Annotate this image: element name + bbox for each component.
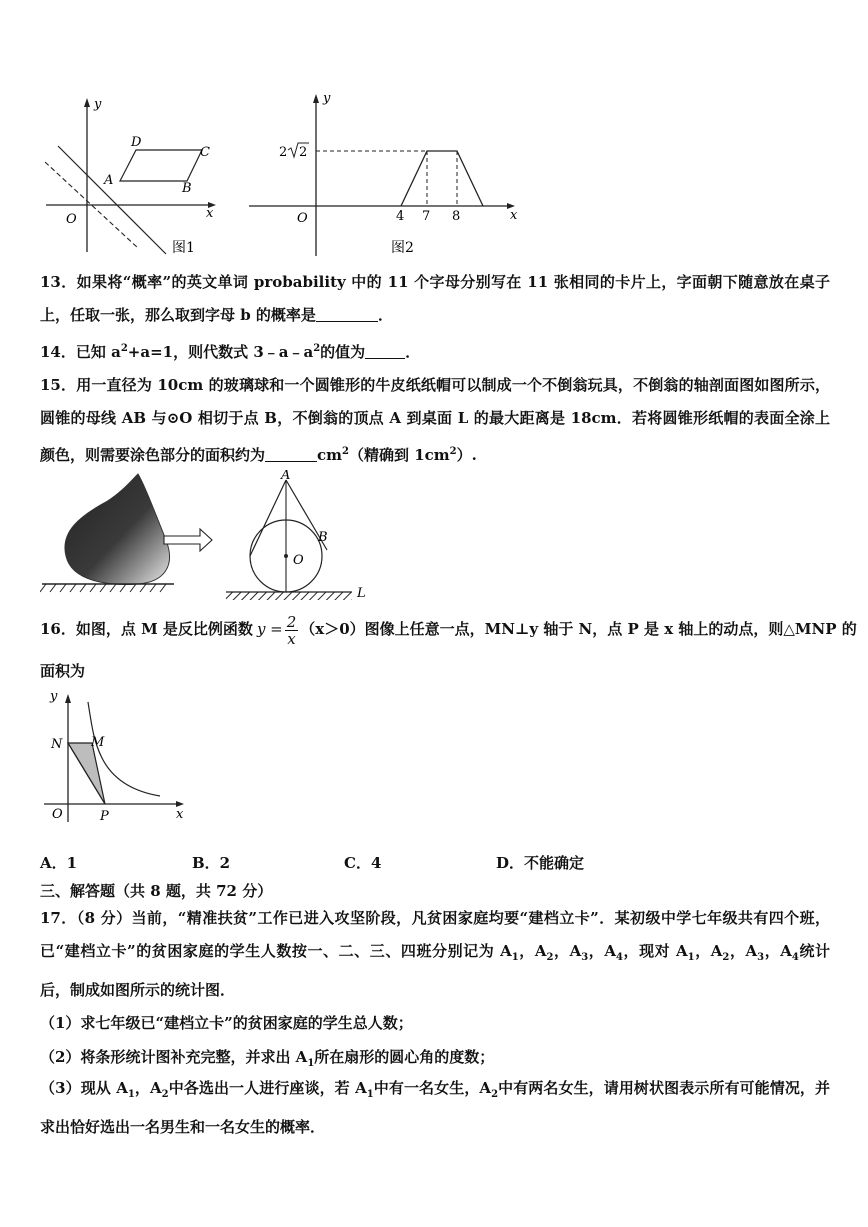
fig1-caption: 图1 (172, 240, 195, 256)
q14-text-c: 的值为 (320, 343, 366, 361)
q17-text: ，现对 A (622, 942, 688, 960)
q17-comma: ，A (764, 942, 792, 960)
q16-text-a: 16．如图，点 M 是反比例函数 (40, 620, 253, 638)
fig2-y-label: y (323, 91, 331, 106)
center-point (284, 554, 288, 558)
question-15 (40, 369, 830, 472)
q16-text-b: （x＞0）图像上任意一点，MN⊥y 轴于 N，点 P 是 x 轴上的动点，则△MNP 的 (300, 620, 857, 638)
q17-part-1: （1）求七年级已“建档立卡”的贫困家庭的学生总人数； (40, 1014, 413, 1032)
parallelogram-abcd (120, 150, 202, 181)
q17-part-3-sub: 2 (161, 1089, 169, 1100)
table-surface-l (226, 592, 352, 600)
fig3-point-o: O (293, 553, 304, 568)
right-arrow-icon (164, 529, 212, 551)
q17-part-3 (40, 1072, 830, 1144)
option-a[interactable]: A．1 (40, 854, 78, 872)
fig1-point-d: D (131, 135, 142, 150)
q17-comma: ，A (553, 942, 582, 960)
fig2-y-value-coef: 2 (279, 145, 288, 160)
fig3-point-b: B (318, 530, 328, 545)
q13-text: 13．如果将“概率”的英文单词 probability 中的 11 个字母分别写在 11 张相同的卡片上，字面朝下随意放在桌子上，任取一张，那么取到字母 b 的概率是 (40, 273, 830, 324)
fig1-y-label: y (94, 97, 102, 112)
q14-end: ． (405, 343, 421, 361)
figure-2 (245, 88, 530, 260)
figure-4 (40, 688, 200, 828)
q17-sub: 2 (546, 952, 554, 963)
fig3-label-l: L (357, 586, 366, 601)
q17-sub: 3 (757, 952, 765, 963)
q17-comma: ，A (729, 942, 758, 960)
fig2-tick-7: 7 (422, 209, 431, 224)
q15-answer-blank[interactable] (265, 446, 317, 462)
fig4-point-n: N (51, 737, 63, 752)
q15-precision: （精确到 1cm (349, 446, 450, 464)
q15-unit: cm (317, 446, 343, 464)
tumbler-photo (65, 474, 170, 584)
q16-function-y: y = (256, 620, 283, 638)
q16-fraction-denominator: x (287, 629, 296, 648)
q17-sub: 4 (615, 952, 623, 963)
fig1-point-b: B (182, 181, 192, 196)
q17-part-3-sub: 1 (127, 1089, 135, 1100)
fig2-tick-4: 4 (396, 209, 405, 224)
q17-part-3-sub: 2 (491, 1089, 499, 1100)
q15-text: 15．用一直径为 10cm 的玻璃球和一个圆锥形的牛皮纸纸帽可以制成一个不倒翁玩具，不倒翁的轴剖面图如图所示，圆锥的母线 AB 与⊙O 相切于点 B，不倒翁的顶点 A 到桌面 L 的最大距离是 18cm．若将圆锥形纸帽的表面全涂上颜色，则需要涂色部分的面积约为 (40, 376, 830, 464)
fig4-y-label: y (50, 689, 58, 704)
q17-intro: 17．（8 分）当前，“精准扶贫”工作已进入攻坚阶段，凡贫困家庭均要“建档立卡”．某初级中学七年级共有四个班，已“建档立卡”的贫困家庭的学生人数按一、二、三、四班分别记为 A (40, 909, 830, 960)
fig4-x-label: x (176, 807, 184, 822)
q16-fraction (285, 614, 299, 647)
fig1-point-c: C (200, 145, 210, 160)
fig1-origin-label: O (66, 212, 77, 227)
q17-part-2 (40, 1046, 494, 1069)
q17-part-2-text: （2）将条形统计图补充完整，并求出 A (40, 1048, 308, 1066)
fig2-trapezoid-graph (401, 151, 483, 206)
q17-part-2-text-b: 所在扇形的圆心角的度数； (314, 1048, 495, 1066)
q17-sub: 2 (722, 952, 730, 963)
q17-comma: ，A (694, 942, 723, 960)
q14-sup-2: 2 (313, 343, 321, 354)
q17-part-3-text: 中各选出一人进行座谈，若 A (168, 1079, 367, 1097)
question-16-line1 (40, 612, 857, 647)
option-c[interactable]: C．4 (344, 854, 382, 872)
option-b[interactable]: B．2 (192, 854, 231, 872)
fig2-origin-label: O (297, 211, 308, 226)
q14-text-a: 14．已知 a (40, 343, 121, 361)
q15-unit-sup: 2 (342, 446, 349, 457)
question-14 (40, 341, 420, 362)
fig1-solid-line (58, 146, 166, 254)
q17-text: 统计后，制成如图所示的统计图． (40, 942, 831, 999)
section-heading: 三、解答题（共 8 题，共 72 分） (40, 882, 273, 900)
q17-part-3-text: ，A (134, 1079, 162, 1097)
fig1-point-a: A (104, 173, 114, 188)
q17-comma: ，A (518, 942, 547, 960)
fig2-tick-8: 8 (452, 209, 461, 224)
q17-comma: ，A (588, 942, 616, 960)
q16-fraction-numerator: 2 (286, 612, 297, 631)
q17-sub: 1 (687, 952, 695, 963)
q17-sub: 3 (581, 952, 589, 963)
q15-precision-sup: 2 (449, 446, 457, 457)
q17-part-3-sub: 1 (366, 1089, 374, 1100)
fig2-y-value-radicand: 2 (299, 145, 308, 160)
q17-sub: 1 (511, 952, 519, 963)
fig2-caption: 图2 (391, 240, 414, 256)
q14-sup-1: 2 (120, 343, 128, 354)
option-d[interactable]: D．不能确定 (496, 854, 585, 872)
figure-1 (40, 90, 230, 260)
question-17 (40, 902, 830, 1007)
fig3-point-a: A (281, 470, 291, 483)
question-13 (40, 266, 830, 332)
cone-left-side (250, 480, 286, 556)
q17-part-3-text: 中有一名女生，A (373, 1079, 492, 1097)
q14-text-b: +a=1，则代数式 3﹣a﹣a (127, 343, 314, 361)
fig4-origin-label: O (52, 807, 63, 822)
q14-answer-blank[interactable] (365, 343, 405, 359)
q15-end: ）. (456, 446, 477, 464)
q13-end: ． (377, 306, 393, 324)
fig4-point-p: P (100, 809, 109, 824)
q16-text-c: 面积为 (40, 662, 86, 680)
q17-sub: 4 (791, 952, 799, 963)
q17-part-3-text: （3）现从 A (40, 1079, 128, 1097)
figure-3-tumbler (40, 470, 380, 606)
fig1-x-label: x (206, 206, 214, 221)
q17-part-2-sub: 1 (307, 1058, 315, 1069)
q17-part-3-text: 中有两名女生，请用树状图表示所有可能情况，并求出恰好选出一名男生和一名女生的概率． (40, 1079, 830, 1136)
question-16-line2 (40, 660, 85, 681)
q13-answer-blank[interactable] (316, 306, 378, 322)
fig4-point-m: M (91, 735, 105, 750)
fig2-x-label: x (510, 208, 518, 223)
